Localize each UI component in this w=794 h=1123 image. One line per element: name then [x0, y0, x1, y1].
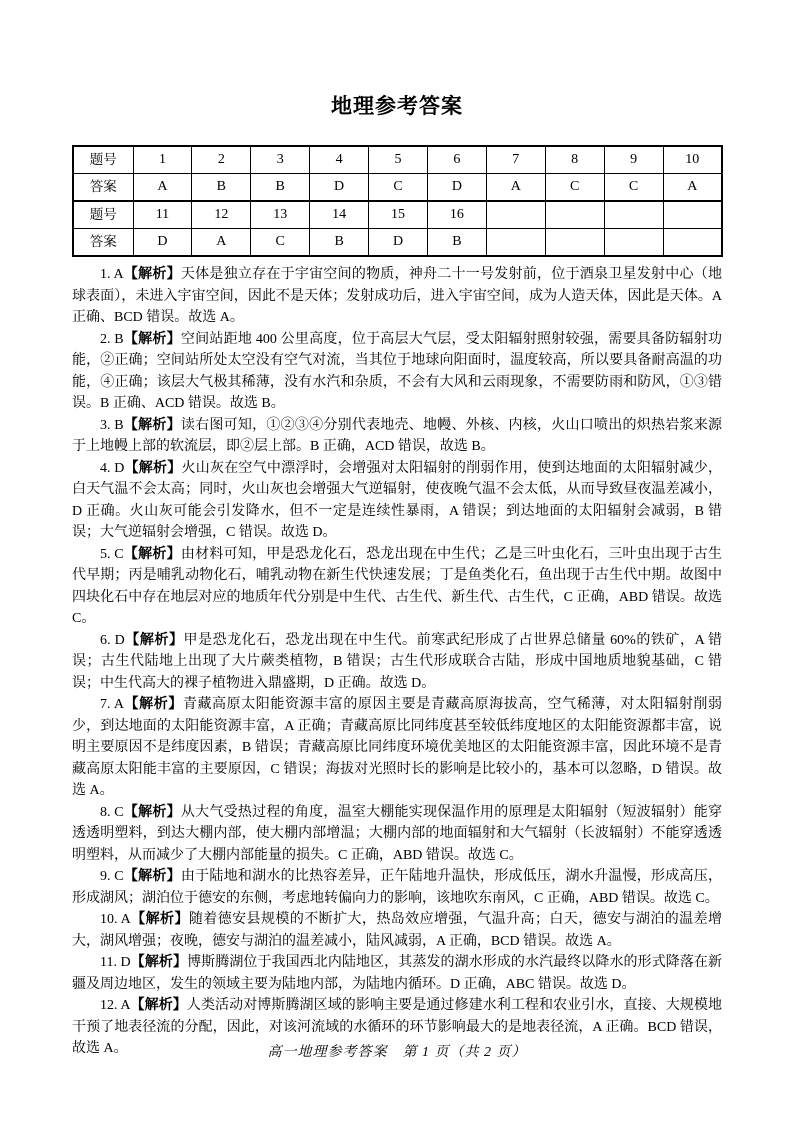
answer-cell: 4 — [310, 146, 369, 174]
analysis-tag: 【解析】 — [123, 697, 183, 712]
answer-cell: 16 — [427, 201, 486, 229]
row-label: 答案 — [73, 229, 133, 257]
row-label: 题号 — [73, 146, 133, 174]
answer-cell: 1 — [133, 146, 192, 174]
analysis-tag: 【解析】 — [130, 955, 188, 970]
answer-cell: 6 — [427, 146, 486, 174]
answer-cell: 15 — [369, 201, 428, 229]
analysis-tag: 【解析】 — [123, 417, 181, 433]
question-number-answer: 10. A — [100, 912, 131, 927]
explanation-paragraph — [72, 952, 722, 995]
explanation-text: 青藏高原太阳能资源丰富的原因主要是青藏高原海拔高，空气稀薄，对太阳辐射削弱少，到达地面的太阳能资源丰富，A 正确；青藏高原比同纬度甚至较低纬度地区的太阳能资源都丰富，说明主要原因不是纬度因素，B 错误；青藏高原比同纬度环境优美地区的太阳能资源丰富，因此环境不是青藏高原太阳能丰富的主要原因，C 错误；海拔对光照时长的影响是比较小的，基本可以忽略，D 错误。故选 A。 — [72, 697, 723, 798]
answer-table-row — [73, 229, 722, 257]
answer-cell: 10 — [663, 146, 722, 174]
answer-cell: B — [251, 174, 310, 202]
answer-cell — [545, 201, 604, 229]
answer-table-row — [73, 174, 722, 202]
explanation-text: 人类活动对博斯腾湖区域的影响主要是通过修建水利工程和农业引水，直接、大规模地干预了地表径流的分配，因此，对该河流域的水循环的环节影响最大的是地表径流，A 正确。BCD 错误，故选 A。 — [72, 998, 723, 1056]
explanation-paragraph — [72, 694, 722, 802]
analysis-tag: 【解析】 — [124, 460, 182, 476]
question-number-answer: 11. D — [100, 955, 131, 970]
answer-cell: B — [427, 229, 486, 257]
explanation-text: 火山灰在空气中漂浮时，会增强对太阳辐射的削弱作用，使到达地面的太阳辐射减少，白天气温不会太高；同时，火山灰也会增强大气逆辐射，使夜晚气温不会太低，从而导致昼夜温差减小，D 正确。火山灰可能会引发降水，但不一定是连续性暴雨，A 错误；到达地面的太阳辐射会减弱，B 错误；大气逆辐射会增强，C 错误。故选 D。 — [72, 460, 722, 540]
explanation-text: 从大气受热过程的角度，温室大棚能实现保温作用的原理是太阳辐射（短波辐射）能穿透透明塑料，到达大棚内部，使大棚内部增温；大棚内部的地面辐射和大气辐射（长波辐射）不能穿透透明塑料，从而减少了大棚内部能量的损失。C 正确，ABD 错误。故选 C。 — [72, 804, 723, 863]
answer-cell — [604, 229, 663, 257]
explanation-text: 空间站距地 400 公里高度，位于高层大气层，受太阳辐射照射较强，需要具备防辐射功能，②正确；空间站所处太空没有空气对流，当其位于地球向阳面时，温度较高，所以要具备耐高温的功能，④正确；该层大气极其稀薄，没有水汽和杂质，不会有大风和云雨现象，不需要防雨和防风，①③错误。B 正确、ACD 错误。故选 B。 — [72, 331, 723, 411]
explanation-paragraph — [72, 630, 722, 695]
explanation-paragraph — [72, 264, 722, 329]
explanation-text: 随着德安县规模的不断扩大，热岛效应增强，气温升高；白天，德安与湖泊的温差增大，湖风增强；夜晚，德安与湖泊的温差减小，陆风减弱，A 正确，BCD 错误。故选 A。 — [72, 912, 723, 949]
explanations — [72, 264, 722, 1060]
page-footer: 高一地理参考答案 第 1 页（共 2 页） — [267, 1045, 527, 1060]
answer-table-body — [73, 146, 722, 256]
explanation-text: 博斯腾湖位于我国西北内陆地区，其蒸发的湖水形成的水汽最终以降水的形式降落在新疆及周边地区，发生的领域主要为陆地内部，为陆地内循环。D 正确，ABC 错误。故选 D。 — [72, 955, 723, 992]
answer-cell: B — [192, 174, 251, 202]
answer-table — [72, 145, 723, 257]
analysis-tag: 【解析】 — [130, 912, 189, 927]
explanation-paragraph — [72, 329, 722, 415]
answer-cell: B — [310, 229, 369, 257]
analysis-tag: 【解析】 — [123, 804, 181, 820]
analysis-tag: 【解析】 — [123, 546, 181, 562]
answer-cell: D — [133, 229, 192, 257]
analysis-tag: 【解析】 — [123, 869, 181, 884]
explanation-text: 由材料可知，甲是恐龙化石，恐龙出现在中生代；乙是三叶虫化石，三叶虫出现于古生代早期；丙是哺乳动物化石，哺乳动物在新生代快速发展；丁是鱼类化石，鱼出现于古生代中期。故图中四块化石中存在地层对应的地质年代分别是中生代、古生代、新生代、古生代，C 正确，ABD 错误。故选 C。 — [72, 546, 723, 626]
answer-cell — [486, 201, 545, 229]
explanation-text: 由于陆地和湖水的比热容差异，正午陆地升温快，形成低压，湖水升温慢，形成高压，形成湖风；湖泊位于德安的东侧，考虑地转偏向力的影响，该地吹东南风，C 正确，ABD 错误。故选 C。 — [72, 869, 723, 906]
answer-cell: D — [369, 229, 428, 257]
question-number-answer: 4. D — [100, 460, 125, 476]
explanation-text: 天体是独立存在于宇宙空间的物质，神舟二十一号发射前，位于酒泉卫星发射中心（地球表面），未进入宇宙空间，因此不是天体；发射成功后，进入宇宙空间，成为人造天体，因此是天体。A 正确、BCD 错误。故选 A。 — [72, 267, 723, 325]
answer-cell: A — [133, 174, 192, 202]
answer-cell: D — [427, 174, 486, 202]
answer-cell: 7 — [486, 146, 545, 174]
explanation-paragraph — [72, 909, 722, 952]
answer-cell — [663, 201, 722, 229]
answer-table-row — [73, 201, 722, 229]
answer-cell: 11 — [133, 201, 192, 229]
question-number-answer: 2. B — [100, 331, 124, 347]
answer-cell: 8 — [545, 146, 604, 174]
answer-cell: 14 — [310, 201, 369, 229]
answer-table-row — [73, 146, 722, 174]
explanation-paragraph — [72, 866, 722, 909]
answer-cell — [545, 229, 604, 257]
question-number-answer: 6. D — [100, 632, 125, 648]
question-number-answer: 12. A — [100, 998, 131, 1013]
answer-cell: 13 — [251, 201, 310, 229]
explanation-paragraph — [72, 415, 722, 458]
answer-cell: 12 — [192, 201, 251, 229]
question-number-answer: 8. C — [100, 804, 124, 820]
answer-cell: 2 — [192, 146, 251, 174]
answer-cell: C — [545, 174, 604, 202]
answer-cell: C — [251, 229, 310, 257]
answer-cell: C — [604, 174, 663, 202]
explanation-text: 甲是恐龙化石，恐龙出现在中生代。前寒武纪形成了占世界总储量 60%的铁矿，A 错误；古生代陆地上出现了大片蕨类植物，B 错误；古生代形成联合古陆，形成中国地质地貌基础，C 错误；中生代高大的裸子植物进入鼎盛期，D 正确。故选 D。 — [72, 632, 722, 691]
explanation-text: 读右图可知，①②③④分别代表地壳、地幔、外核、内核，火山口喷出的炽热岩浆来源于上地幔上部的软流层，即②层上部。B 正确，ACD 错误，故选 B。 — [72, 417, 723, 454]
page-title: 地理参考答案 — [331, 95, 463, 118]
explanation-paragraph — [72, 458, 722, 544]
analysis-tag: 【解析】 — [130, 998, 187, 1013]
question-number-answer: 1. A — [100, 267, 124, 282]
question-number-answer: 9. C — [100, 869, 124, 884]
answer-cell: A — [486, 174, 545, 202]
answer-cell — [604, 201, 663, 229]
row-label: 题号 — [73, 201, 133, 229]
question-number-answer: 3. B — [100, 417, 124, 433]
analysis-tag: 【解析】 — [123, 331, 181, 347]
answer-cell — [663, 229, 722, 257]
analysis-tag: 【解析】 — [124, 632, 184, 648]
answer-cell: D — [310, 174, 369, 202]
question-number-answer: 5. C — [100, 546, 124, 562]
explanation-paragraph — [72, 802, 722, 867]
answer-cell: 5 — [369, 146, 428, 174]
answer-cell: C — [369, 174, 428, 202]
answer-cell: 9 — [604, 146, 663, 174]
answer-cell — [486, 229, 545, 257]
question-number-answer: 7. A — [100, 697, 124, 712]
explanation-paragraph — [72, 544, 722, 630]
analysis-tag: 【解析】 — [123, 267, 181, 282]
answer-cell: A — [192, 229, 251, 257]
answer-cell: 3 — [251, 146, 310, 174]
answer-cell: A — [663, 174, 722, 202]
row-label: 答案 — [73, 174, 133, 202]
